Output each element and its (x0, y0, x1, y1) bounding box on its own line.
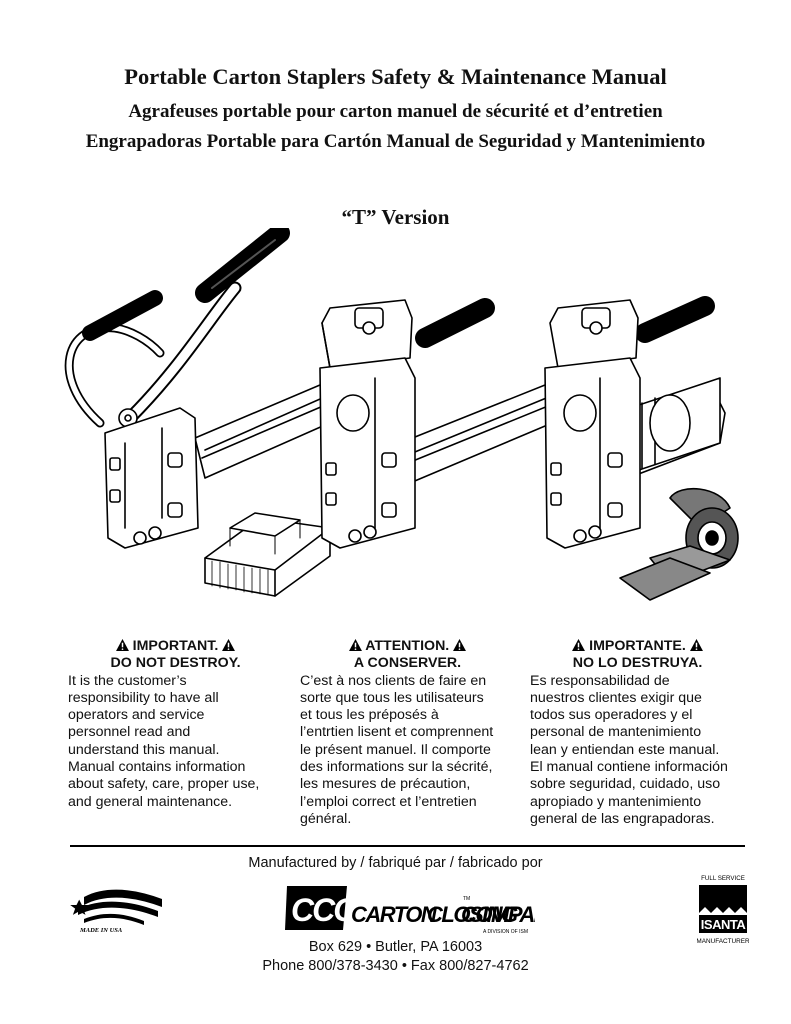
isanta-bottom-label: MANUFACTURER (697, 938, 749, 945)
phone-fax: Phone 800/378-3430 • Fax 800/827-4762 (262, 958, 529, 974)
logo-initials: CCC (291, 892, 355, 928)
notice-heading: ATTENTION. (300, 638, 515, 655)
logo-division: A DIVISION OF ISM (483, 929, 529, 935)
warning-icon (349, 639, 362, 651)
warning-icon (572, 639, 585, 651)
warning-icon (116, 639, 129, 651)
notice-spanish (530, 638, 745, 828)
company-logo (285, 880, 535, 943)
warning-icon (453, 639, 466, 651)
staple-strip-icon (205, 513, 330, 596)
warning-icon (222, 639, 235, 651)
isanta-name: ISANTA (700, 917, 746, 932)
manual-title-french: Agrafeuses portable pour carton manuel de sécurité et d’entretien (128, 101, 663, 122)
manual-title-english: Portable Carton Staplers Safety & Maintenance Manual (124, 64, 667, 89)
mailing-address: Box 629 • Butler, PA 16003 (308, 939, 483, 955)
logo-word-closing: CLOSING (427, 902, 517, 927)
notice-body: It is the customer’s responsibility to have all operators and service personnel read and understand this manual. Manual contains information about safety, care, proper use, and general maintenance. (68, 672, 260, 810)
notice-heading: IMPORTANTE. (530, 638, 745, 655)
version-label: “T” Version (341, 205, 450, 229)
notice-subheading: DO NOT DESTROY. (110, 655, 241, 672)
notice-heading: IMPORTANT. (68, 638, 283, 655)
isanta-top-label: FULL SERVICE (701, 875, 745, 882)
manufactured-by: Manufactured by / fabriqué par / fabricado por (248, 855, 543, 871)
notice-french (300, 638, 515, 828)
notice-subheading: A CONSERVER. (353, 655, 462, 672)
divider (70, 845, 745, 847)
logo-tm: TM (463, 896, 471, 902)
notice-english (68, 638, 283, 811)
made-in-usa-label: MADE IN USA (80, 927, 123, 933)
manual-title-spanish: Engrapadoras Portable para Cartón Manual de Seguridad y Mantenimiento (85, 131, 706, 152)
notice-subheading: NO LO DESTRUYA. (572, 655, 703, 672)
notice-body: Es responsabilidad de nuestros clientes exigir que todos sus operadores y el personal de mantenimiento lean y entiendan este manual. El manual contiene información sobre seguridad, cuidado, uso apropiado y mantenimiento general de las engrapadoras. (530, 672, 728, 827)
logo-word-company: COMPA (461, 902, 534, 927)
logo-word-carton: CARTON (351, 902, 436, 927)
staplers-illustration (30, 228, 760, 628)
warning-icon (690, 639, 703, 651)
made-in-usa-flag-icon (66, 885, 166, 933)
notice-body: C’est à nos clients de faire en sorte que tous les utilisateurs et tous les préposés à l’entrtien lisent et comprennent le présent manuel. Il comporte des informations sur la sécrité, les mesures de précaution, l’emploi correct et l’entretien général. (300, 672, 494, 827)
